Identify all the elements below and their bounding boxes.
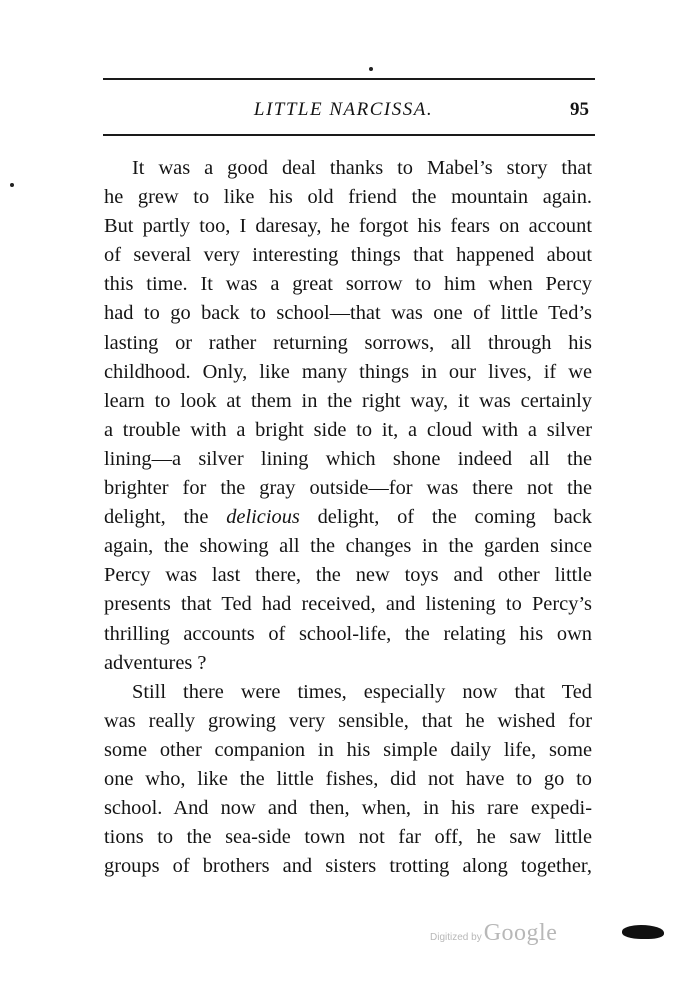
text-line: lining—a silver lining which shone indeed all the [104,447,592,470]
text-line: again, the showing all the changes in the garden since [104,535,592,558]
text-line: this time. It was a great sorrow to him when Percy [104,273,592,296]
text-line: Still there were times, especially now that Ted [132,680,592,703]
text-line: thrilling accounts of school-life, the relating his own [104,622,592,645]
running-head-title: LITTLE NARCISSA. [253,99,434,120]
text-line: school. And now and then, when, in his rare expedi- [104,797,592,820]
text-line: a trouble with a bright side to it, a cloud with a silver [104,418,592,441]
google-logo: Google [483,920,558,946]
header-bottom-rule [103,134,595,136]
text-line: groups of brothers and sisters trotting along together, [104,855,592,878]
ink-speck [369,67,373,71]
digitized-by-google-watermark [430,920,557,947]
text-line: childhood. Only, like many things in our lives, if we [104,360,592,383]
text-line: brighter for the gray outside—for was there not the [104,477,592,500]
text-line: some other companion in his simple daily life, some [104,738,592,761]
text-line: adventures ? [104,651,207,674]
text-run: delight, of the coming back [299,506,592,529]
text-line: lasting or rather returning sorrows, all through his [104,331,592,354]
text-line: was really growing very sensible, that he wished for [104,709,592,732]
text-line: one who, like the little fishes, did not have to go to [104,767,592,790]
body-text [104,154,592,881]
text-line: of several very interesting things that happened about [104,244,592,267]
text-line: It was a good deal thanks to Mabel’s story that [132,157,592,179]
text-line: learn to look at them in the right way, it was certainly [104,389,592,412]
text-run: delight, the [104,506,227,529]
text-line: tions to the sea-side town not far off, he saw little [104,826,592,849]
text-line: he grew to like his old friend the mountain again. [104,186,592,209]
text-line [104,503,592,532]
text-line: had to go back to school—that was one of little Ted’s [104,302,592,325]
text-line: presents that Ted had received, and listening to Percy’s [104,593,592,616]
ink-speck [10,183,14,187]
page-number: 95 [570,99,589,120]
text-line: Percy was last there, the new toys and other little [104,564,592,587]
ink-blot [622,925,664,939]
text-line: But partly too, I daresay, he forgot his fears on account [104,215,592,238]
header-top-rule [103,78,595,80]
emphasis-word: delicious [226,506,300,529]
digitized-label: Digitized by [430,932,482,943]
